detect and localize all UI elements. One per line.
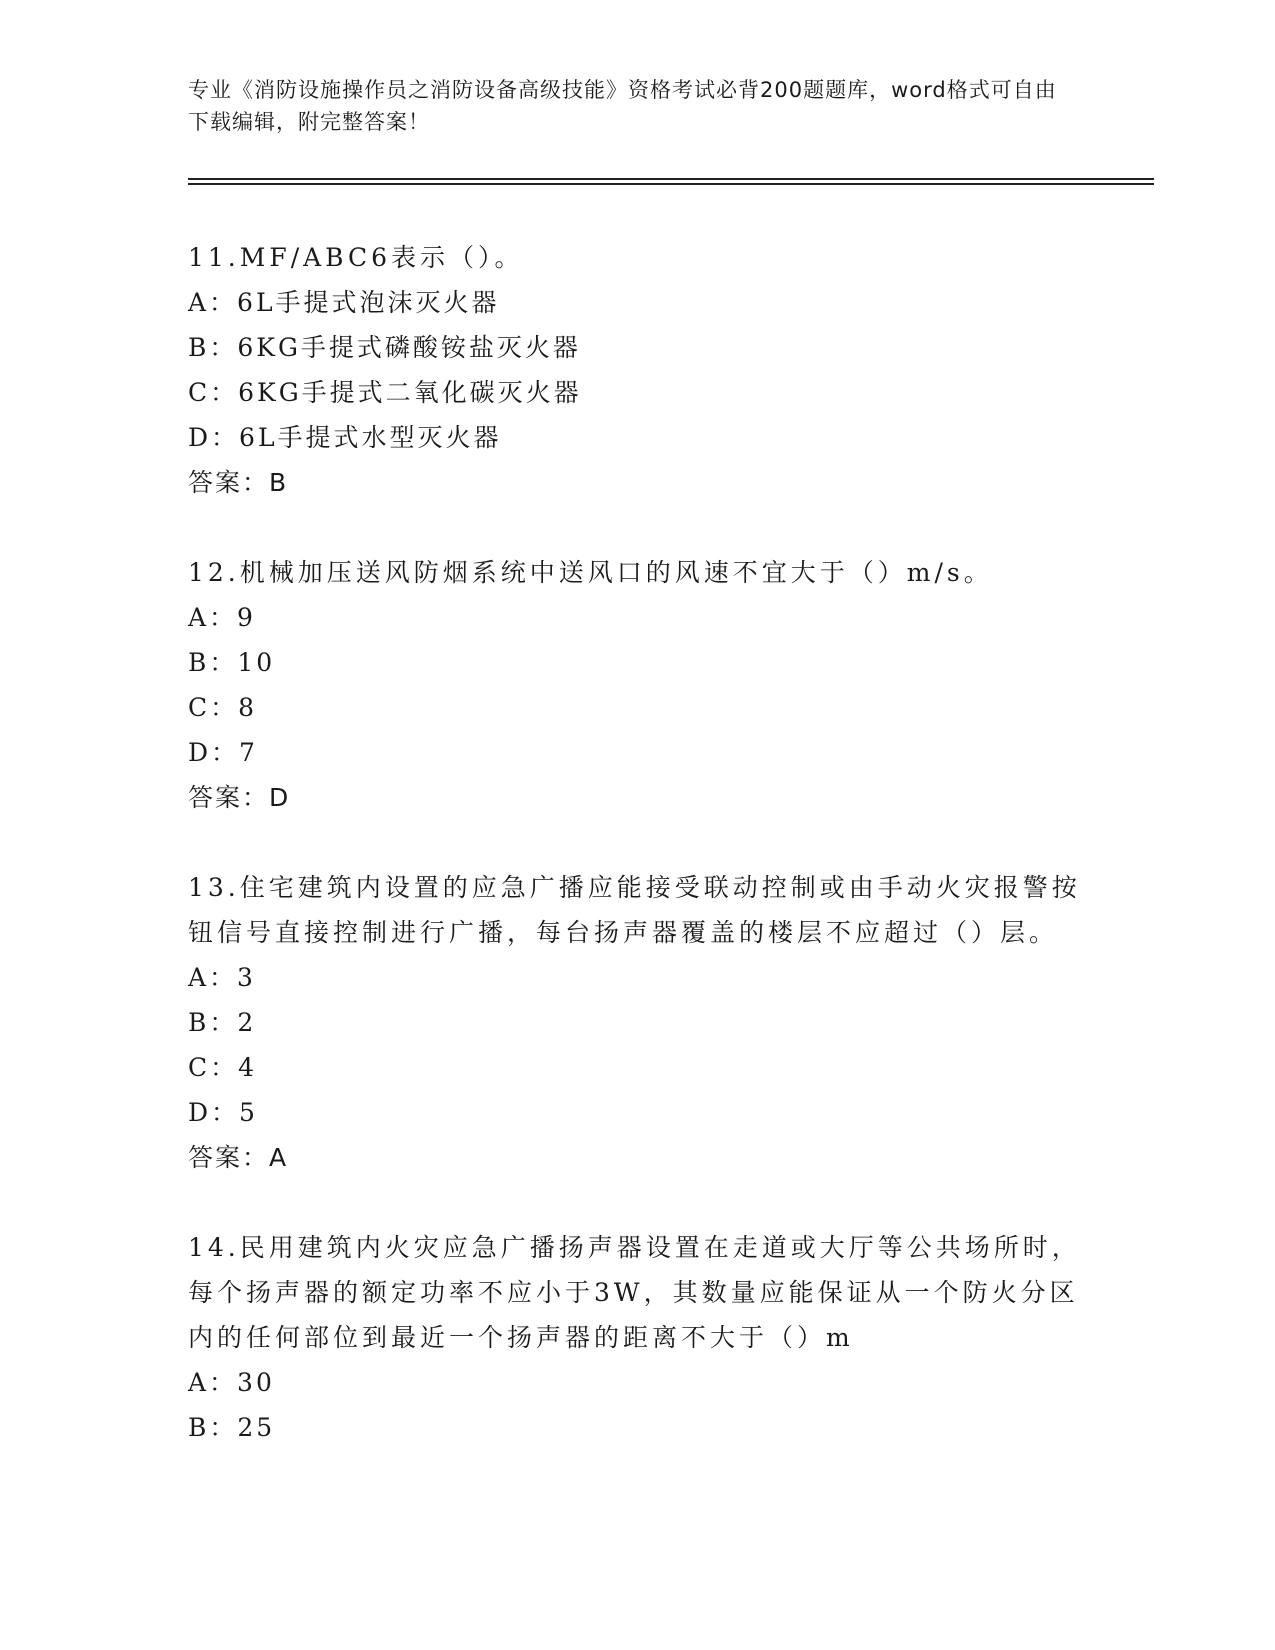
answer: 答案：D [188,783,291,812]
question-text: 13.住宅建筑内设置的应急广播应能接受联动控制或由手动火灾报警按钮信号直接控制进行广播，每台扬声器覆盖的楼层不应超过（）层。 [188,873,1081,947]
option-b: B：25 [188,1413,276,1442]
question-14 [188,1225,1088,1450]
option-a: A：3 [188,963,256,992]
option-c: C：6KG手提式二氧化碳灭火器 [188,378,582,407]
answer: 答案：A [188,1143,289,1172]
question-12 [188,550,1088,820]
option-b: B：2 [188,1008,257,1037]
option-b: B：10 [188,648,276,677]
answer: 答案：B [188,468,289,497]
option-d: D：5 [188,1098,258,1127]
option-d: D：7 [188,738,258,767]
option-a: A：9 [188,603,256,632]
header-divider-bottom [188,183,1154,185]
question-13 [188,865,1088,1180]
option-b: B：6KG手提式磷酸铵盐灭火器 [188,333,581,362]
option-d: D：6L手提式水型灭火器 [188,423,502,452]
header-divider-top [188,178,1154,180]
spacer [188,820,1088,865]
option-c: C：8 [188,693,258,722]
spacer [188,1180,1088,1225]
option-a: A：30 [188,1368,275,1397]
question-text: 11.MF/ABC6表示（）。 [188,243,524,272]
question-text: 12.机械加压送风防烟系统中送风口的风速不宜大于（）m/s。 [188,558,993,587]
document-intro: 专业《消防设施操作员之消防设备高级技能》资格考试必背200题题库，word格式可自由下载编辑，附完整答案！ [188,78,1057,134]
spacer [188,505,1088,550]
question-list [188,235,1088,1450]
option-c: C：4 [188,1053,258,1082]
option-a: A：6L手提式泡沫灭火器 [188,288,500,317]
question-11 [188,235,1088,505]
question-text: 14.民用建筑内火灾应急广播扬声器设置在走道或大厅等公共场所时，每个扬声器的额定功率不应小于3W，其数量应能保证从一个防火分区内的任何部位到最近一个扬声器的距离不大于（）m [188,1233,1081,1352]
